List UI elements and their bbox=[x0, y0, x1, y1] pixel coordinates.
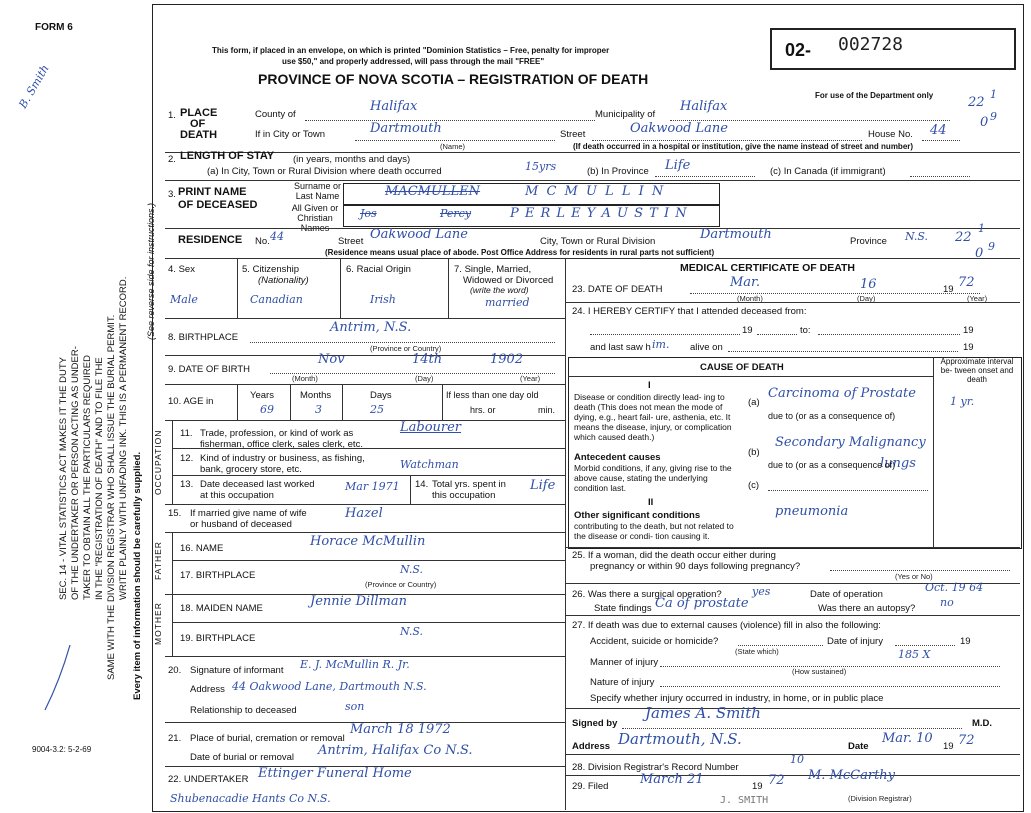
form-number: FORM 6 bbox=[35, 22, 73, 33]
sidebar-line-5: SAME WITH THE DIVISION REGISTRAR WHO SHALL ISSUE THE BURIAL PERMIT. bbox=[106, 314, 117, 680]
residence-label: RESIDENCE bbox=[178, 234, 243, 246]
attended-to-19: 19 bbox=[963, 325, 974, 336]
s29-label: 29. Filed bbox=[572, 781, 609, 792]
father-birthplace-caption: (Province or Country) bbox=[365, 580, 437, 589]
other-conditions-label: Other significant conditions bbox=[574, 510, 701, 521]
burial-place-label: Place of burial, cremation or removal bbox=[190, 733, 345, 744]
s1-title-of: OF bbox=[190, 118, 206, 130]
residence-street-label: Street bbox=[338, 236, 364, 247]
sidebar-line-7: Every item of information should be carefully supplied. bbox=[132, 451, 143, 700]
s21-num: 21. bbox=[168, 733, 182, 744]
s14-num: 14. bbox=[415, 479, 429, 490]
death-day-caption: (Day) bbox=[857, 294, 876, 303]
house-label: House No. bbox=[868, 129, 913, 140]
birthplace-caption: (Province or Country) bbox=[370, 344, 442, 353]
envelope-note-1: This form, if placed in an envelope, on which is printed "Dominion Statistics – Free, penalty for improper bbox=[212, 46, 610, 55]
occupation-industry-value[interactable]: Watchman bbox=[400, 458, 459, 471]
dob-month-caption: (Month) bbox=[292, 374, 318, 383]
last-worked-value[interactable]: Mar 1971 bbox=[345, 480, 400, 493]
s2b-value[interactable]: Life bbox=[665, 158, 691, 173]
dob-year-caption: (Year) bbox=[520, 374, 541, 383]
other-conditions-value[interactable]: pneumonia bbox=[775, 504, 849, 519]
s11-label-2: fisherman, office clerk, sales clerk, etc. bbox=[200, 439, 363, 450]
cause-a-label: (a) bbox=[748, 397, 760, 408]
cause-a-interval[interactable]: 1 yr. bbox=[950, 395, 975, 408]
years-in-occupation-value[interactable]: Life bbox=[530, 478, 556, 493]
s14-label-2: this occupation bbox=[432, 490, 496, 501]
s23-label: 23. DATE OF DEATH bbox=[572, 284, 663, 295]
city-label: If in City or Town bbox=[255, 129, 326, 140]
cause-of-death-title: CAUSE OF DEATH bbox=[700, 362, 784, 373]
cause-b-value-2[interactable]: lungs bbox=[880, 456, 916, 471]
s13-label-1: Date deceased last worked bbox=[200, 479, 315, 490]
due-to-2: due to (or as a consequence of) bbox=[768, 460, 896, 470]
street-value[interactable]: Oakwood Lane bbox=[630, 121, 728, 136]
sidebar-line-3: TAKER TO OBTAIN ALL THE PARTICULARS REQUIRED bbox=[82, 355, 93, 600]
mother-side-label: MOTHER bbox=[153, 602, 163, 645]
s2b-label: (b) In Province bbox=[587, 166, 649, 177]
surname-crossed: MACMULLEN bbox=[385, 184, 481, 199]
operation-date-value[interactable]: Oct. 19 64 bbox=[925, 581, 984, 594]
given-crossed-1: Jos bbox=[360, 207, 377, 220]
s28-label: 28. Division Registrar's Record Number bbox=[572, 762, 739, 773]
father-birthplace-value[interactable]: N.S. bbox=[400, 563, 424, 576]
hospital-note: (If death occurred in a hospital or institution, give the name instead of street and number) bbox=[573, 142, 914, 151]
sidebar-line-6: WRITE PLAINLY WITH UNFADING INK. THIS IS A PERMANENT RECORD. bbox=[118, 276, 129, 600]
marital-status-value[interactable]: married bbox=[485, 296, 530, 309]
state-findings-value[interactable]: Ca of prostate bbox=[655, 596, 749, 611]
s6-label: 6. Racial Origin bbox=[346, 264, 411, 275]
s11-label-1: Trade, profession, or kind of work as bbox=[200, 428, 354, 439]
given-names-value[interactable]: P E R L E Y A U S T I N bbox=[510, 206, 688, 221]
yes-no-caption: (Yes or No) bbox=[895, 572, 933, 581]
father-name-value[interactable]: Horace McMullin bbox=[310, 534, 426, 549]
age-years-value[interactable]: 69 bbox=[260, 403, 274, 416]
cause-b-label: (b) bbox=[748, 447, 760, 458]
s2-title: LENGTH OF STAY bbox=[180, 150, 275, 162]
min-label: min. bbox=[538, 405, 556, 415]
s8-label: 8. BIRTHPLACE bbox=[168, 332, 239, 343]
mother-birthplace-value[interactable]: N.S. bbox=[400, 625, 424, 638]
margin-pen-stroke bbox=[30, 640, 90, 720]
dept-code-2: 0 bbox=[980, 115, 989, 130]
s25-label-1: 25. If a woman, did the death occur either during bbox=[572, 550, 776, 561]
other-conditions-desc: contributing to the death, but not related to the disease or condi- tion causing it. bbox=[574, 521, 734, 541]
last-saw-label: and last saw h bbox=[590, 342, 651, 353]
burial-date-value[interactable]: Antrim, Halifax Co N.S. bbox=[318, 743, 473, 758]
s25-label-2: pregnancy or within 90 days following pregnancy? bbox=[590, 561, 801, 572]
mother-maiden-name-value[interactable]: Jennie Dillman bbox=[310, 594, 407, 609]
burial-date-label: Date of burial or removal bbox=[190, 752, 295, 763]
signed-by-label: Signed by bbox=[572, 718, 618, 729]
state-which-caption: (State which) bbox=[735, 647, 779, 656]
due-to-1: due to (or as a consequence of) bbox=[768, 411, 896, 421]
s7-label-2: Widowed or Divorced bbox=[463, 275, 554, 286]
s7-label: 7. Single, Married, bbox=[454, 264, 532, 275]
s12-label-2: bank, grocery store, etc. bbox=[200, 464, 302, 475]
specify-injury-label: Specify whether injury occurred in industry, in home, or in public place bbox=[590, 693, 884, 704]
alive-on-label: alive on bbox=[690, 342, 723, 353]
s20-num: 20. bbox=[168, 665, 182, 676]
s12-label-1: Kind of industry or business, as fishing, bbox=[200, 453, 365, 464]
filed-date-value[interactable]: March 21 bbox=[640, 772, 704, 787]
registration-prefix: 02- bbox=[785, 40, 812, 60]
residence-no-value[interactable]: 44 bbox=[270, 230, 284, 243]
county-label: County of bbox=[255, 109, 296, 120]
spouse-name-value[interactable]: Hazel bbox=[345, 506, 383, 521]
s2c-label: (c) In Canada (if immigrant) bbox=[770, 166, 886, 177]
nature-of-injury-label: Nature of injury bbox=[590, 677, 655, 688]
citizenship-value[interactable]: Canadian bbox=[250, 293, 303, 306]
death-day-value[interactable]: 16 bbox=[860, 277, 877, 292]
antecedent-label: Antecedent causes bbox=[574, 452, 661, 463]
death-month-caption: (Month) bbox=[737, 294, 763, 303]
surgical-operation-value[interactable]: yes bbox=[752, 585, 771, 598]
autopsy-value[interactable]: no bbox=[940, 596, 954, 609]
approx-interval-label: Approximate interval be- tween onset and death bbox=[940, 357, 1014, 384]
s24-label: 24. I HEREBY CERTIFY that I attended deceased from: bbox=[572, 306, 807, 317]
s12-num: 12. bbox=[180, 453, 194, 464]
s2-paren: (in years, months and days) bbox=[293, 154, 411, 165]
physician-date-label: Date bbox=[848, 741, 869, 752]
how-sustained-caption: (How sustained) bbox=[792, 667, 847, 676]
s1-title-death: DEATH bbox=[180, 129, 218, 141]
accident-label: Accident, suicide or homicide? bbox=[590, 636, 719, 647]
division-registrar-caption: (Division Registrar) bbox=[848, 794, 912, 803]
cause-part-2: II bbox=[648, 497, 654, 508]
death-year-value[interactable]: 72 bbox=[958, 275, 975, 290]
registration-number: 002728 bbox=[838, 34, 904, 55]
hrs-label: hrs. or bbox=[470, 405, 496, 415]
s19-label: 19. BIRTHPLACE bbox=[180, 633, 256, 644]
attended-from-19: 19 bbox=[742, 325, 753, 336]
autopsy-label: Was there an autopsy? bbox=[818, 603, 916, 614]
cause-b-value[interactable]: Secondary Malignancy bbox=[775, 435, 926, 450]
division-registrar-value[interactable]: M. McCarthy bbox=[808, 768, 896, 783]
s1-number: 1. bbox=[168, 110, 176, 121]
relationship-label: Relationship to deceased bbox=[190, 705, 297, 716]
antecedent-desc: Morbid conditions, if any, giving rise to the above cause, stating the underlying condition last. bbox=[574, 463, 732, 493]
house-value[interactable]: 44 bbox=[930, 123, 947, 138]
cause-c-label: (c) bbox=[748, 480, 760, 491]
racial-origin-value[interactable]: Irish bbox=[370, 293, 396, 306]
s14-label-1: Total yrs. spent in bbox=[432, 479, 506, 490]
s15-label-2: or husband of deceased bbox=[190, 519, 292, 530]
s1-title-place: PLACE bbox=[180, 107, 218, 119]
age-days-value[interactable]: 25 bbox=[370, 403, 384, 416]
street-label: Street bbox=[560, 129, 586, 140]
dept-code-3b: 1 bbox=[978, 222, 985, 235]
s15-label-1: If married give name of wife bbox=[190, 508, 307, 519]
burial-place-value[interactable]: March 18 1972 bbox=[350, 722, 451, 737]
margin-handwritten-note: B. Smith bbox=[16, 62, 52, 111]
dob-month[interactable]: Nov bbox=[318, 352, 345, 367]
medical-certificate-title: MEDICAL CERTIFICATE OF DEATH bbox=[680, 262, 855, 274]
surname-value[interactable]: M C M U L L I N bbox=[525, 184, 666, 199]
given-names-label: All Given or Christian Names bbox=[291, 203, 339, 233]
last-saw-value[interactable]: im. bbox=[652, 338, 670, 351]
municipality-value[interactable]: Halifax bbox=[680, 99, 728, 114]
manner-of-injury-value[interactable]: 185 X bbox=[898, 648, 931, 661]
md-label: M.D. bbox=[972, 718, 993, 729]
cause-part-1: I bbox=[648, 380, 651, 391]
residence-no-label: No. bbox=[255, 236, 270, 247]
sex-value[interactable]: Male bbox=[170, 293, 198, 306]
informant-address-label: Address bbox=[190, 684, 225, 695]
sidebar-line-2: OF THE UNDERTAKER OR PERSON ACTING AS UNDER- bbox=[70, 346, 81, 600]
s4-label: 4. Sex bbox=[168, 264, 195, 275]
signed-by-value[interactable]: James A. Smith bbox=[645, 704, 761, 722]
dept-code-3: 22 bbox=[955, 230, 972, 245]
dept-code-1b: 1 bbox=[990, 88, 997, 101]
record-number-value[interactable]: 10 bbox=[790, 753, 804, 766]
birthplace-value[interactable]: Antrim, N.S. bbox=[330, 320, 412, 335]
occupation-side-label: OCCUPATION bbox=[153, 429, 163, 495]
manner-of-injury-label: Manner of injury bbox=[590, 657, 659, 668]
injury-date-19: 19 bbox=[960, 636, 971, 647]
operation-date-label: Date of operation bbox=[810, 589, 883, 600]
s18-label: 18. MAIDEN NAME bbox=[180, 603, 263, 614]
residence-city-value[interactable]: Dartmouth bbox=[700, 227, 772, 242]
residence-street-value[interactable]: Oakwood Lane bbox=[370, 227, 468, 242]
undertaker-value[interactable]: Ettinger Funeral Home bbox=[258, 766, 412, 781]
s10-label: 10. AGE in bbox=[168, 396, 214, 407]
s13-num: 13. bbox=[180, 479, 194, 490]
s5-label-2: (Nationality) bbox=[258, 275, 309, 286]
relationship-value[interactable]: son bbox=[345, 700, 365, 713]
residence-city-label: City, Town or Rural Division bbox=[540, 236, 656, 247]
s17-label: 17. BIRTHPLACE bbox=[180, 570, 256, 581]
s27-label: 27. If death was due to external causes (violence) fill in also the following: bbox=[572, 620, 881, 631]
s3-title-1: PRINT NAME bbox=[178, 186, 247, 198]
age-years-label: Years bbox=[250, 390, 274, 401]
physician-address-label: Address bbox=[572, 741, 611, 752]
informant-signature-label: Signature of informant bbox=[190, 665, 284, 676]
attended-to-label: to: bbox=[800, 325, 811, 336]
sidebar-line-4: IN THE "REGISTRATION OF DEATH" AND TO FILE THE bbox=[94, 357, 105, 600]
s2a-label: (a) In City, Town or Rural Division where death occurred bbox=[207, 166, 442, 177]
s22-label: 22. UNDERTAKER bbox=[168, 774, 249, 785]
department-use-label: For use of the Department only bbox=[815, 91, 934, 100]
dob-day[interactable]: 14th bbox=[412, 352, 443, 367]
informant-signature-value[interactable]: E. J. McMullin R. Jr. bbox=[300, 658, 410, 671]
informant-address-value[interactable]: 44 Oakwood Lane, Dartmouth N.S. bbox=[232, 680, 427, 693]
physician-address-value[interactable]: Dartmouth, N.S. bbox=[618, 730, 742, 748]
death-year-caption: (Year) bbox=[967, 294, 988, 303]
s5-label: 5. Citizenship bbox=[242, 264, 300, 275]
residence-province-value[interactable]: N.S. bbox=[905, 230, 929, 243]
s2a-value[interactable]: 15yrs bbox=[525, 160, 557, 173]
city-value[interactable]: Dartmouth bbox=[370, 121, 442, 136]
sidebar-line-1: SEC. 14 - VITAL STATISTICS ACT MAKES IT THE DUTY bbox=[58, 356, 69, 600]
form-code: 9004-3.2: 5-2-69 bbox=[32, 745, 92, 754]
given-crossed-2: Percy bbox=[440, 207, 472, 220]
undertaker-address-value[interactable]: Shubenacadie Hants Co N.S. bbox=[170, 792, 331, 805]
physician-year-value[interactable]: 72 bbox=[958, 733, 975, 748]
s16-label: 16. NAME bbox=[180, 543, 224, 554]
dob-day-caption: (Day) bbox=[415, 374, 434, 383]
age-months-label: Months bbox=[300, 390, 332, 401]
alive-on-19: 19 bbox=[963, 342, 974, 353]
envelope-note-2: use $50," and properly addressed, will pass through the mail "FREE" bbox=[282, 57, 545, 66]
s11-num: 11. bbox=[180, 428, 193, 439]
residence-note: (Residence means usual place of abode. Post Office Address for residents in rural parts not sufficient) bbox=[325, 248, 715, 257]
dept-code-4: 0 bbox=[975, 246, 984, 261]
s26-label: 26. Was there a surgical operation? bbox=[572, 589, 722, 600]
state-findings-label: State findings bbox=[594, 603, 652, 614]
injury-date-label: Date of injury bbox=[827, 636, 883, 647]
s9-label: 9. DATE OF BIRTH bbox=[168, 364, 251, 375]
s13-label-2: at this occupation bbox=[200, 490, 274, 501]
dept-code-2b: 9 bbox=[990, 110, 997, 123]
physician-year-prefix: 19 bbox=[943, 741, 954, 752]
filed-year-prefix: 19 bbox=[752, 781, 763, 792]
dob-year[interactable]: 1902 bbox=[490, 352, 524, 367]
page-title: PROVINCE OF NOVA SCOTIA – REGISTRATION OF DEATH bbox=[258, 71, 649, 87]
municipality-label: Municipality of bbox=[595, 109, 656, 120]
s2-number: 2. bbox=[168, 154, 176, 165]
county-value[interactable]: Halifax bbox=[370, 99, 418, 114]
s15-num: 15. bbox=[168, 508, 182, 519]
cause-direct-desc: Disease or condition directly lead- ing to death (This does not mean the mode of dying, e.g., heart fail- ure, asthenia, etc. It means the disease, injury, or complication which caused death.) bbox=[574, 392, 732, 442]
filed-year-value[interactable]: 72 bbox=[768, 773, 785, 788]
occupation-trade-value[interactable]: Labourer bbox=[400, 420, 462, 435]
city-name-caption: (Name) bbox=[440, 142, 466, 151]
age-days-label: Days bbox=[370, 390, 392, 401]
death-month-value[interactable]: Mar. bbox=[730, 275, 760, 290]
residence-province-label: Province bbox=[850, 236, 887, 247]
s7-label-3: (write the word) bbox=[470, 285, 529, 295]
age-months-value[interactable]: 3 bbox=[315, 403, 322, 416]
surname-label: Surname or Last Name bbox=[293, 181, 342, 201]
father-side-label: FATHER bbox=[153, 541, 163, 580]
s3-title-2: OF DECEASED bbox=[178, 199, 258, 211]
physician-date-value[interactable]: Mar. 10 bbox=[882, 731, 933, 746]
dept-code-4b: 9 bbox=[988, 240, 995, 253]
sidebar-line-8: (See reverse side for instructions.) bbox=[146, 202, 156, 340]
less-than-day-label: If less than one day old bbox=[446, 390, 539, 400]
death-year-prefix: 19 bbox=[943, 284, 954, 295]
s3-number: 3. bbox=[168, 189, 176, 200]
cause-a-value[interactable]: Carcinoma of Prostate bbox=[768, 386, 916, 401]
stamp-text: J. SMITH bbox=[720, 795, 769, 806]
dept-code-1: 22 bbox=[968, 95, 985, 110]
